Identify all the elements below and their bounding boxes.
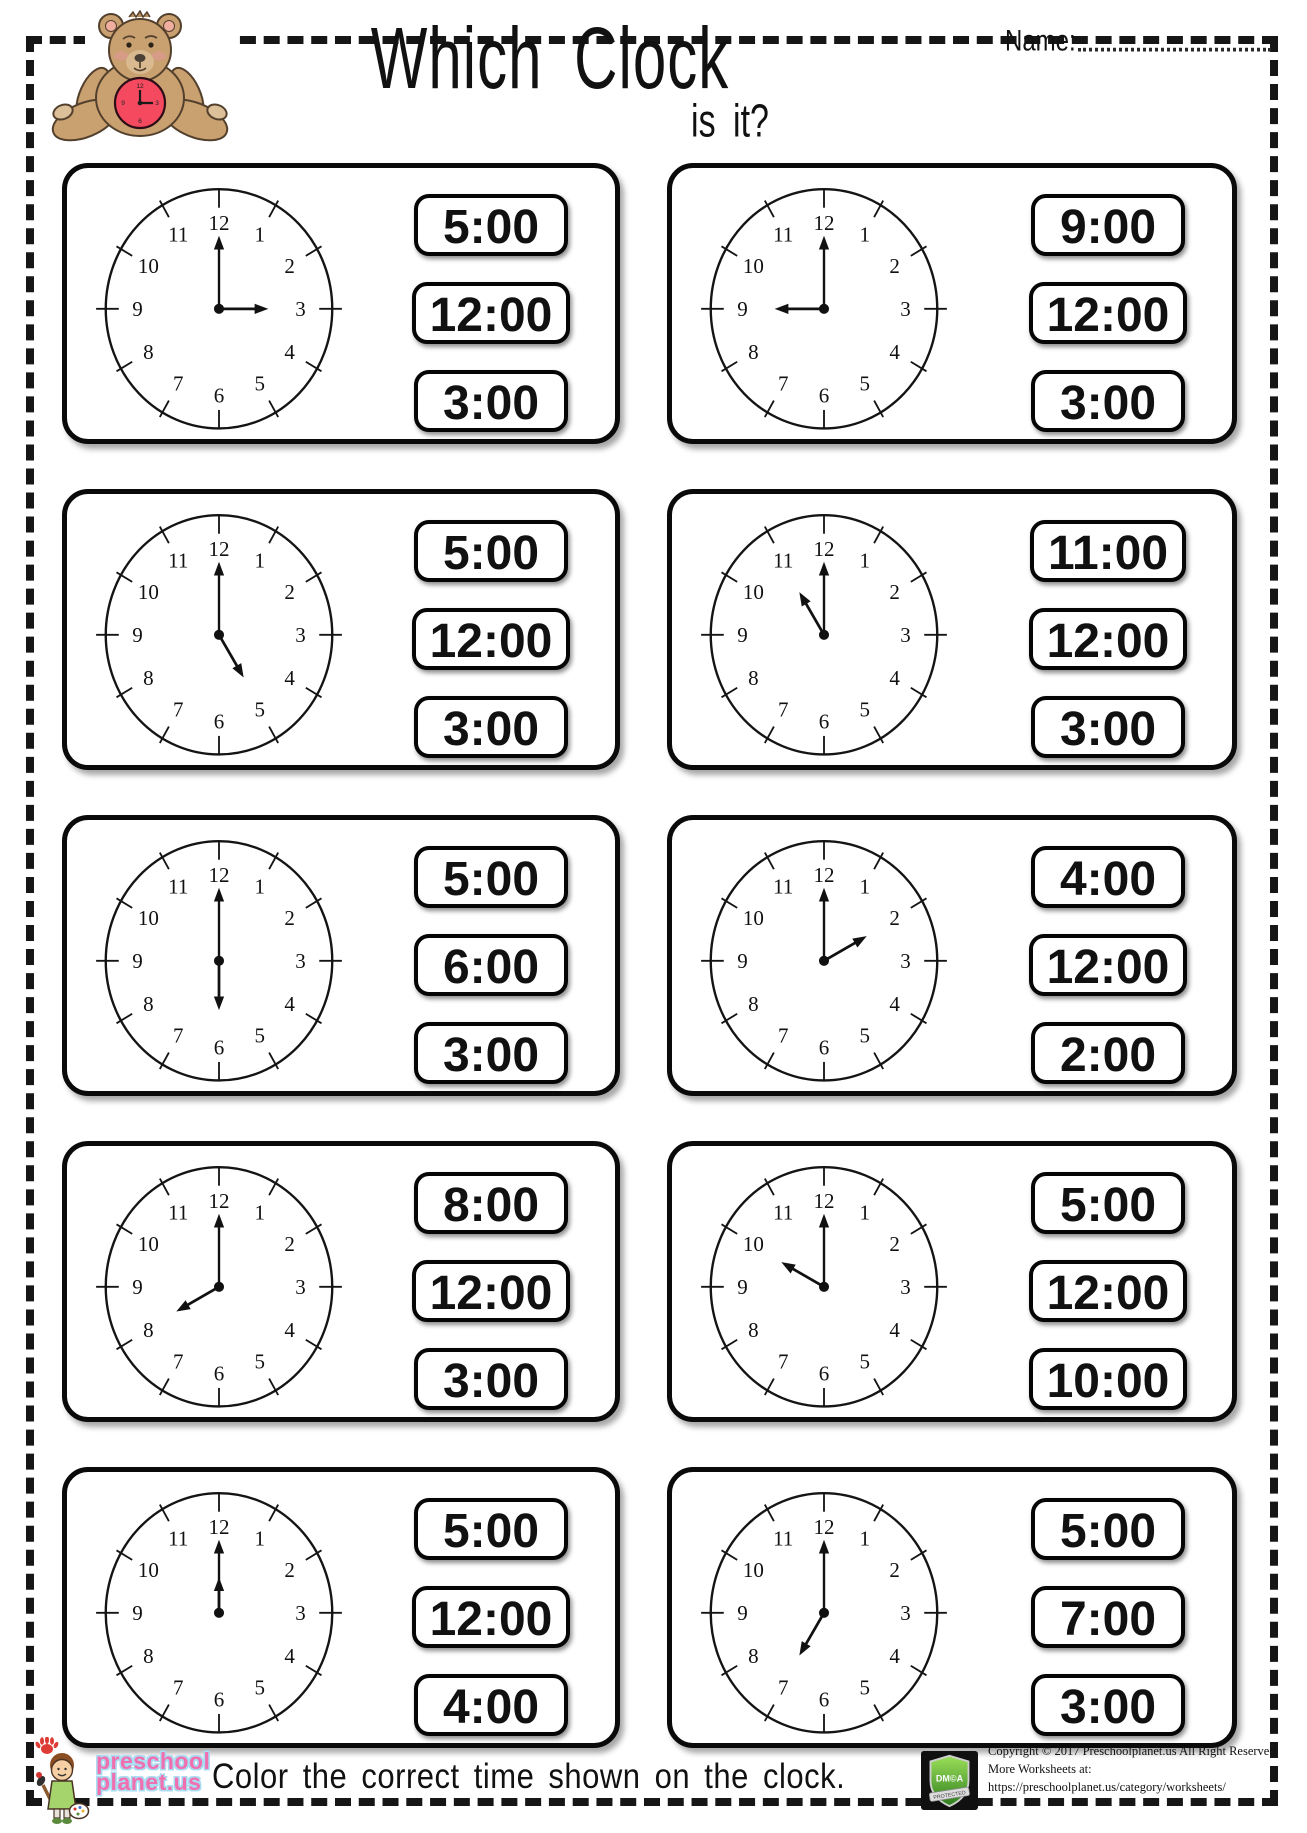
copyright-url: https://preschoolplanet.us/category/worksheets/ xyxy=(988,1780,1226,1794)
svg-text:4: 4 xyxy=(284,992,295,1017)
time-options-column xyxy=(391,1172,591,1410)
dmca-protected-text: PROTECTED xyxy=(932,1790,967,1802)
logo-text-line1: preschool xyxy=(96,1748,211,1774)
svg-text:12: 12 xyxy=(813,1514,835,1539)
time-option[interactable]: 5:00 xyxy=(414,1498,568,1560)
svg-text:10: 10 xyxy=(137,580,159,605)
svg-text:12: 12 xyxy=(813,210,835,235)
svg-text:11: 11 xyxy=(168,874,189,899)
time-options-column xyxy=(391,1498,591,1736)
svg-text:1: 1 xyxy=(859,1526,871,1551)
svg-text:8: 8 xyxy=(143,666,154,691)
analog-clock xyxy=(684,1474,964,1748)
svg-text:6: 6 xyxy=(818,1361,830,1386)
page-title-line2: is it? xyxy=(691,96,769,148)
analog-clock xyxy=(79,822,359,1096)
svg-text:5: 5 xyxy=(859,1675,871,1700)
time-options-column xyxy=(391,194,591,432)
svg-text:8: 8 xyxy=(748,1318,759,1343)
time-option[interactable]: 12:00 xyxy=(412,1586,571,1648)
svg-text:6: 6 xyxy=(818,383,830,408)
clock-panel xyxy=(62,1467,620,1748)
time-option[interactable]: 12:00 xyxy=(1029,934,1188,996)
svg-text:8: 8 xyxy=(143,1318,154,1343)
time-option[interactable]: 12:00 xyxy=(1029,282,1188,344)
svg-text:4: 4 xyxy=(284,666,295,691)
page-title: Which Clock xyxy=(370,9,730,107)
svg-text:11: 11 xyxy=(773,874,794,899)
svg-text:12: 12 xyxy=(208,1514,230,1539)
clock-panel xyxy=(667,489,1237,770)
svg-text:9: 9 xyxy=(737,949,748,974)
svg-text:1: 1 xyxy=(254,874,266,899)
svg-text:12: 12 xyxy=(208,862,230,887)
logo-text-line2: planet.us xyxy=(96,1769,202,1795)
svg-text:4: 4 xyxy=(889,666,900,691)
svg-text:2: 2 xyxy=(284,1558,295,1583)
svg-text:11: 11 xyxy=(168,548,189,573)
svg-text:1: 1 xyxy=(859,874,871,899)
analog-clock xyxy=(684,170,964,444)
analog-clock xyxy=(79,496,359,770)
painter-kid-icon xyxy=(30,1737,94,1829)
dmca-protected-badge[interactable] xyxy=(921,1751,978,1810)
name-write-line[interactable] xyxy=(1078,47,1271,52)
time-option[interactable]: 12:00 xyxy=(412,608,571,670)
svg-text:2: 2 xyxy=(284,906,295,931)
svg-text:8: 8 xyxy=(143,340,154,365)
svg-text:8: 8 xyxy=(748,1644,759,1669)
svg-text:10: 10 xyxy=(137,1232,159,1257)
time-option[interactable]: 3:00 xyxy=(1031,1674,1185,1736)
svg-text:4: 4 xyxy=(889,992,900,1017)
svg-text:3: 3 xyxy=(295,623,306,648)
svg-text:12: 12 xyxy=(208,210,230,235)
svg-text:12: 12 xyxy=(136,83,144,90)
clock-panel xyxy=(62,163,620,444)
time-options-column xyxy=(1008,846,1208,1084)
svg-text:11: 11 xyxy=(773,548,794,573)
time-option[interactable]: 6:00 xyxy=(414,934,568,996)
svg-text:11: 11 xyxy=(773,1200,794,1225)
svg-text:1: 1 xyxy=(254,1526,266,1551)
svg-text:11: 11 xyxy=(773,1526,794,1551)
svg-text:2: 2 xyxy=(284,580,295,605)
clock-panel xyxy=(62,815,620,1096)
time-option[interactable]: 5:00 xyxy=(1031,1172,1185,1234)
analog-clock xyxy=(684,496,964,770)
svg-text:1: 1 xyxy=(859,548,871,573)
svg-text:5: 5 xyxy=(859,1349,871,1374)
time-option[interactable]: 3:00 xyxy=(414,696,568,758)
svg-text:6: 6 xyxy=(213,1035,225,1060)
clock-panel xyxy=(667,815,1237,1096)
clock-panel xyxy=(667,1141,1237,1422)
svg-text:10: 10 xyxy=(742,1232,764,1257)
clock-panel xyxy=(667,1467,1237,1748)
svg-text:1: 1 xyxy=(254,1200,266,1225)
svg-text:4: 4 xyxy=(284,1644,295,1669)
time-option[interactable]: 2:00 xyxy=(1031,1022,1185,1084)
svg-text:6: 6 xyxy=(213,1361,225,1386)
svg-text:10: 10 xyxy=(742,1558,764,1583)
svg-text:3: 3 xyxy=(295,949,306,974)
svg-text:3: 3 xyxy=(900,297,911,322)
svg-text:3: 3 xyxy=(295,1601,306,1626)
time-option[interactable]: 5:00 xyxy=(414,520,568,582)
time-options-column xyxy=(1008,520,1208,758)
svg-text:2: 2 xyxy=(889,1558,900,1583)
clock-panel xyxy=(62,1141,620,1422)
svg-text:5: 5 xyxy=(254,371,266,396)
time-options-column xyxy=(1008,194,1208,432)
svg-text:7: 7 xyxy=(777,1349,789,1374)
analog-clock xyxy=(684,1148,964,1422)
svg-text:3: 3 xyxy=(295,1275,306,1300)
svg-text:2: 2 xyxy=(889,906,900,931)
svg-text:6: 6 xyxy=(213,1687,225,1712)
clock-panel xyxy=(62,489,620,770)
copyright-line: More Worksheets at: xyxy=(988,1762,1092,1776)
svg-text:4: 4 xyxy=(284,1318,295,1343)
svg-text:12: 12 xyxy=(813,536,835,561)
time-option[interactable]: 3:00 xyxy=(414,1022,568,1084)
svg-text:9: 9 xyxy=(737,1275,748,1300)
svg-text:4: 4 xyxy=(889,340,900,365)
svg-text:1: 1 xyxy=(859,1200,871,1225)
svg-text:2: 2 xyxy=(889,580,900,605)
time-option[interactable]: 12:00 xyxy=(1029,1260,1188,1322)
svg-text:10: 10 xyxy=(137,1558,159,1583)
svg-text:3: 3 xyxy=(155,100,159,107)
svg-text:7: 7 xyxy=(172,1349,184,1374)
time-option[interactable]: 3:00 xyxy=(414,1348,568,1410)
svg-text:7: 7 xyxy=(172,1023,184,1048)
svg-text:11: 11 xyxy=(773,222,794,247)
time-options-column xyxy=(391,520,591,758)
svg-text:5: 5 xyxy=(859,1023,871,1048)
svg-text:8: 8 xyxy=(748,666,759,691)
svg-text:11: 11 xyxy=(168,1526,189,1551)
svg-text:6: 6 xyxy=(213,383,225,408)
time-option[interactable]: 4:00 xyxy=(414,1674,568,1736)
svg-text:7: 7 xyxy=(172,371,184,396)
copyright-block xyxy=(988,1742,1280,1796)
svg-text:6: 6 xyxy=(213,709,225,734)
svg-text:8: 8 xyxy=(143,1644,154,1669)
svg-text:3: 3 xyxy=(900,623,911,648)
svg-text:10: 10 xyxy=(742,580,764,605)
svg-text:12: 12 xyxy=(208,1188,230,1213)
time-option[interactable]: 12:00 xyxy=(412,282,571,344)
time-option[interactable]: 3:00 xyxy=(1031,370,1185,432)
svg-text:1: 1 xyxy=(254,548,266,573)
svg-text:9: 9 xyxy=(132,1601,143,1626)
time-option[interactable]: 7:00 xyxy=(1031,1586,1185,1648)
time-option[interactable]: 5:00 xyxy=(1031,1498,1185,1560)
svg-text:5: 5 xyxy=(254,1023,266,1048)
svg-text:6: 6 xyxy=(818,1035,830,1060)
svg-text:8: 8 xyxy=(748,992,759,1017)
preschoolplanet-logo xyxy=(30,1737,210,1829)
svg-text:10: 10 xyxy=(742,906,764,931)
analog-clock xyxy=(79,1148,359,1422)
svg-text:7: 7 xyxy=(777,697,789,722)
svg-text:3: 3 xyxy=(900,949,911,974)
svg-text:4: 4 xyxy=(284,340,295,365)
time-options-column xyxy=(1008,1172,1208,1410)
svg-text:11: 11 xyxy=(168,1200,189,1225)
svg-text:4: 4 xyxy=(889,1644,900,1669)
time-option[interactable]: 9:00 xyxy=(1031,194,1185,256)
name-field[interactable] xyxy=(1005,24,1271,59)
instruction-text: Color the correct time shown on the clock. xyxy=(212,1756,846,1797)
copyright-line: Copyright © 2017 Preschoolplanet.us All Right Reserved xyxy=(988,1744,1276,1758)
svg-text:2: 2 xyxy=(889,254,900,279)
svg-text:2: 2 xyxy=(889,1232,900,1257)
time-option[interactable]: 10:00 xyxy=(1029,1348,1188,1410)
svg-text:2: 2 xyxy=(284,254,295,279)
analog-clock xyxy=(79,1474,359,1748)
svg-text:2: 2 xyxy=(284,1232,295,1257)
svg-text:9: 9 xyxy=(132,949,143,974)
time-option[interactable]: 11:00 xyxy=(1030,520,1186,582)
name-label: Name: xyxy=(1005,24,1076,58)
time-option[interactable]: 12:00 xyxy=(1029,608,1188,670)
svg-text:9: 9 xyxy=(132,623,143,648)
svg-text:10: 10 xyxy=(137,906,159,931)
analog-clock xyxy=(684,822,964,1096)
time-option[interactable]: 5:00 xyxy=(414,846,568,908)
svg-text:8: 8 xyxy=(748,340,759,365)
time-option[interactable]: 8:00 xyxy=(414,1172,568,1234)
svg-text:6: 6 xyxy=(818,709,830,734)
svg-text:5: 5 xyxy=(254,697,266,722)
svg-text:1: 1 xyxy=(859,222,871,247)
svg-text:9: 9 xyxy=(737,1601,748,1626)
svg-text:7: 7 xyxy=(777,1023,789,1048)
svg-text:9: 9 xyxy=(737,623,748,648)
svg-text:7: 7 xyxy=(777,1675,789,1700)
dmca-shield-text: DM©A xyxy=(935,1773,964,1784)
svg-text:3: 3 xyxy=(900,1275,911,1300)
svg-text:12: 12 xyxy=(813,1188,835,1213)
svg-text:10: 10 xyxy=(742,254,764,279)
time-option[interactable]: 12:00 xyxy=(412,1260,571,1322)
svg-text:9: 9 xyxy=(121,100,125,107)
svg-text:7: 7 xyxy=(172,1675,184,1700)
svg-text:11: 11 xyxy=(168,222,189,247)
svg-text:5: 5 xyxy=(254,1349,266,1374)
svg-text:5: 5 xyxy=(859,371,871,396)
svg-text:10: 10 xyxy=(137,254,159,279)
svg-text:1: 1 xyxy=(254,222,266,247)
svg-text:5: 5 xyxy=(859,697,871,722)
svg-text:9: 9 xyxy=(132,297,143,322)
time-option[interactable]: 3:00 xyxy=(414,370,568,432)
svg-text:12: 12 xyxy=(208,536,230,561)
teddy-bear-clock-illustration xyxy=(45,10,235,150)
panel-grid xyxy=(62,163,1237,1748)
time-options-column xyxy=(391,846,591,1084)
svg-text:8: 8 xyxy=(143,992,154,1017)
svg-text:3: 3 xyxy=(295,297,306,322)
svg-text:3: 3 xyxy=(900,1601,911,1626)
svg-text:5: 5 xyxy=(254,1675,266,1700)
svg-text:9: 9 xyxy=(737,297,748,322)
svg-text:6: 6 xyxy=(818,1687,830,1712)
time-option[interactable]: 5:00 xyxy=(414,194,568,256)
svg-text:12: 12 xyxy=(813,862,835,887)
time-options-column xyxy=(1008,1498,1208,1736)
time-option[interactable]: 3:00 xyxy=(1031,696,1185,758)
analog-clock xyxy=(79,170,359,444)
svg-text:4: 4 xyxy=(889,1318,900,1343)
time-option[interactable]: 4:00 xyxy=(1031,846,1185,908)
clock-panel xyxy=(667,163,1237,444)
svg-text:6: 6 xyxy=(138,118,142,125)
svg-text:7: 7 xyxy=(777,371,789,396)
svg-text:9: 9 xyxy=(132,1275,143,1300)
svg-text:7: 7 xyxy=(172,697,184,722)
